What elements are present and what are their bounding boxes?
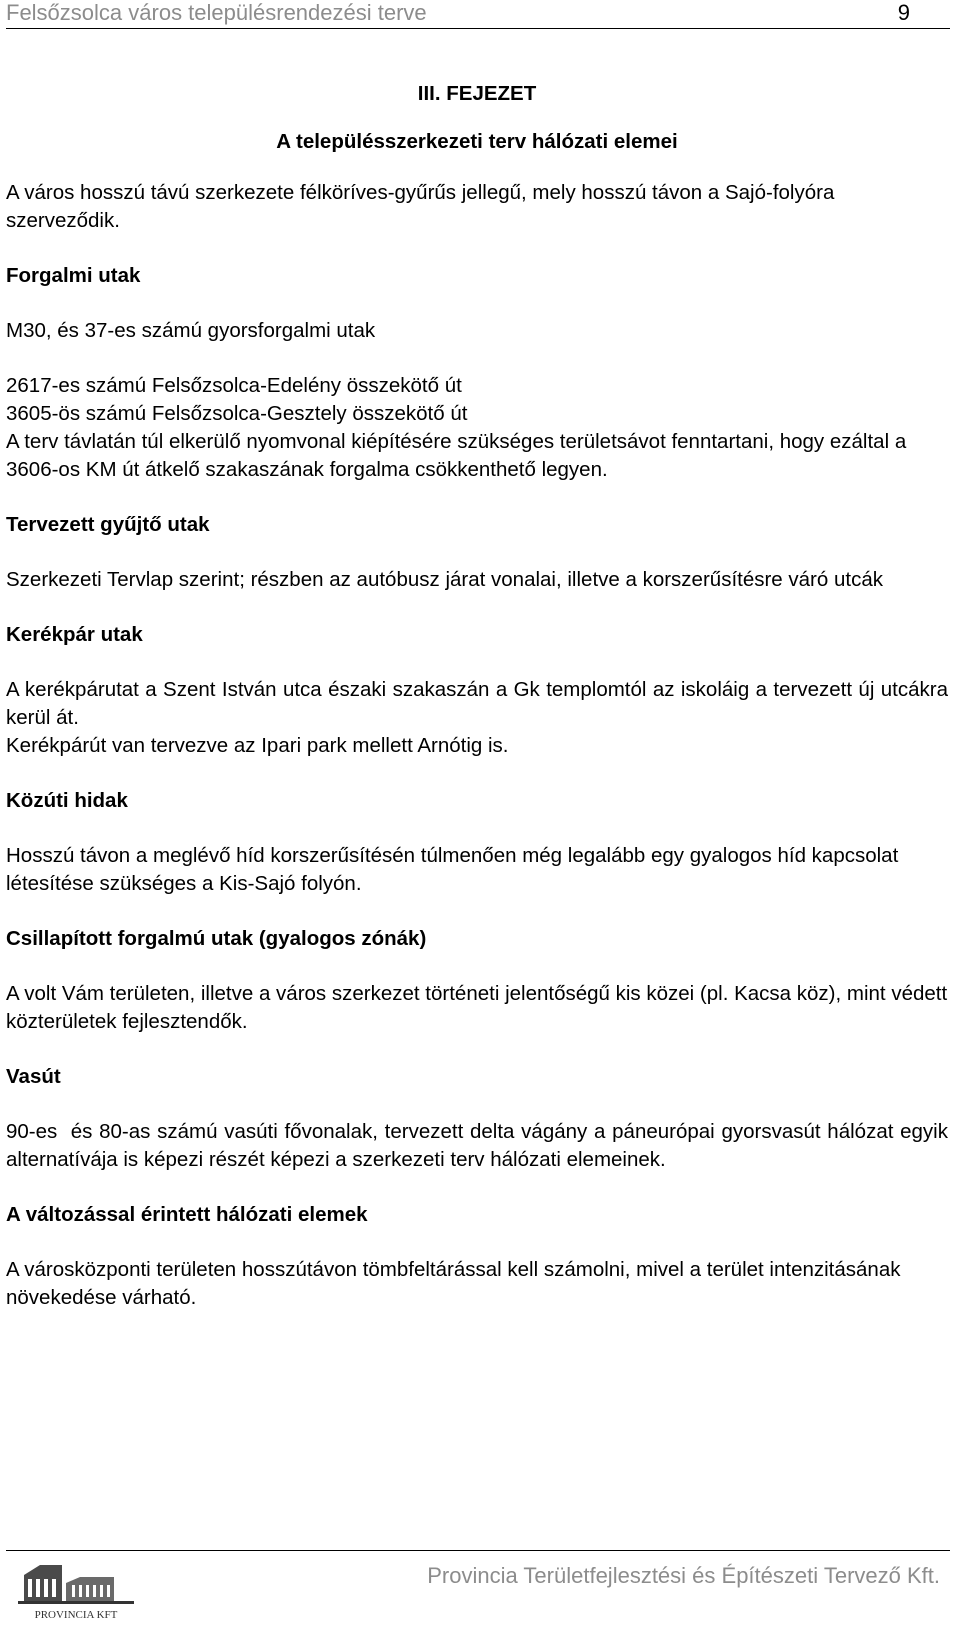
paragraph: 90-es és 80-as számú vasúti fővonalak, tervezett delta vágány a páneurópai gyorsvasút hálózat egyik alternatívája is képezi részét képezi a szerkezeti terv hálózati elemeinek. xyxy=(6,1120,954,1171)
section-heading-gyujto: Tervezett gyűjtő utak xyxy=(6,513,210,536)
chapter-number: III. FEJEZET xyxy=(417,82,537,105)
section-heading-hidak: Közúti hidak xyxy=(6,789,128,812)
section-heading-forgalmi: Forgalmi utak xyxy=(6,264,141,287)
section-heading-kerekpar: Kerékpár utak xyxy=(6,623,143,646)
paragraph: A városközponti területen hosszútávon tömbfeltárással kell számolni, mivel a terület intenzitásának növekedése várható. xyxy=(6,1258,901,1309)
footer-company: Provincia Területfejlesztési és Építészeti Tervező Kft. xyxy=(427,1563,940,1588)
paragraph: A kerékpárutat a Szent István utca északi szakaszán a Gk templomtól az iskoláig a tervezett új utcákra kerül át. xyxy=(6,678,948,729)
section-heading-valtozas: A változással érintett hálózati elemek xyxy=(6,1203,368,1226)
paragraph: 3605-ös számú Felsőzsolca-Gesztely összekötő út xyxy=(6,402,468,425)
paragraph: A volt Vám területen, illetve a város szerkezet történeti jelentőségű kis közei (pl. Kacsa köz), mint védett közterületek fejlesztendők. xyxy=(6,982,948,1033)
intro-paragraph: A város hosszú távú szerkezete félköríves-gyűrűs jellegű, mely hosszú távon a Sajó-folyóra szerveződik. xyxy=(6,181,835,232)
logo-text: PROVINCIA KFT xyxy=(34,1609,118,1621)
document-body xyxy=(6,80,954,1312)
chapter-title: A településszerkezeti terv hálózati elemei xyxy=(276,130,678,153)
page-number: 9 xyxy=(897,0,910,25)
paragraph: M30, és 37-es számú gyorsforgalmi utak xyxy=(6,319,376,342)
page-header xyxy=(6,0,950,29)
section-heading-vasut: Vasút xyxy=(6,1065,61,1088)
paragraph: Hosszú távon a meglévő híd korszerűsítésén túlmenően még legalább egy gyalogos híd kapcsolat létesítése szükséges a Kis-Sajó folyón. xyxy=(6,844,899,895)
paragraph: Kerékpárút van tervezve az Ipari park mellett Arnótig is. xyxy=(6,734,509,757)
page-footer xyxy=(6,1550,950,1625)
paragraph: Szerkezeti Tervlap szerint; részben az autóbusz járat vonalai, illetve a korszerűsítésre váró utcák xyxy=(6,568,883,591)
section-heading-csillapitott: Csillapított forgalmú utak (gyalogos zónák) xyxy=(6,927,427,950)
paragraph: A terv távlatán túl elkerülő nyomvonal kiépítésére szükséges területsávot fenntartani, hogy ezáltal a 3606-os KM út átkelő szakaszának forgalma csökkenthető legyen. xyxy=(6,430,907,481)
header-title: Felsőzsolca város településrendezési terve xyxy=(6,0,427,25)
company-logo xyxy=(10,1553,142,1623)
paragraph: 2617-es számú Felsőzsolca-Edelény összekötő út xyxy=(6,374,462,397)
